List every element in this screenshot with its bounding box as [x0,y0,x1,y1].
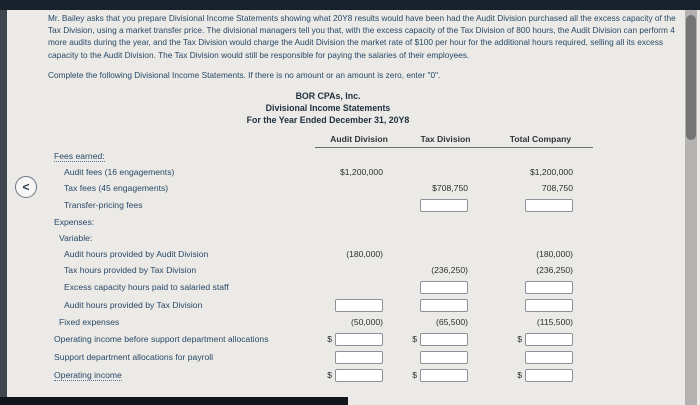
dollar-sign: $ [412,370,417,381]
table-row [48,366,593,384]
row-label: Audit hours provided by Audit Division [64,249,209,260]
dollar-sign: $ [327,334,332,345]
amount-cell [488,296,593,314]
amount-cell [488,214,593,230]
amount-cell [403,330,488,348]
amount-cell [315,164,403,180]
amount-cell [403,230,488,246]
row-label: Support department allocations for payroll [54,352,214,363]
amount-cell [403,366,488,384]
amount-cell [315,196,403,214]
scrollbar-thumb[interactable] [686,15,696,140]
amount-cell [315,330,403,348]
table-row [48,278,593,296]
table-row [48,214,593,230]
operating-income-before-audit-input[interactable] [335,333,383,346]
excess-capacity-total-input[interactable] [525,281,573,294]
problem-panel [48,12,684,384]
amount-cell [488,348,593,366]
support-allocations-audit-input[interactable] [335,351,383,364]
amount-cell [488,180,593,196]
dollar-sign: $ [517,334,522,345]
header-spacer [48,130,315,148]
amount-cell [315,278,403,296]
screen-bezel-bottom [0,397,348,405]
amount-text: (236,250) [431,265,468,276]
amount-text: (180,000) [536,249,573,260]
amount-cell [403,348,488,366]
table-row [48,348,593,366]
amount-cell [315,180,403,196]
operating-income-before-tax-input[interactable] [420,333,468,346]
row-label: Tax fees (45 engagements) [64,183,169,194]
amount-cell [488,330,593,348]
amount-cell [315,246,403,262]
amount-cell [315,148,403,164]
problem-text: Mr. Bailey asks that you prepare Divisional Income Statements showing what 20Y8 results would have been had the Audit Division purchased all the excess capacity of the Tax Division, using a market transfer price. The divisional managers tell you that, with the excess capacity of the Tax Division of 800 hours, the Audit Division can perform 4 more audits during the year, and the Tax Division would charge the Audit Division the market rate of $100 per hour for the additional hours required, selling all its excess capacity to the Audit Division. The Tax Division would still be responsible for paying the salaries of their employees. [48,13,676,60]
row-label: Audit hours provided by Tax Division [64,300,203,311]
statement-title-block [48,90,608,126]
column-header-total: Total Company [488,130,593,148]
table-row [48,246,593,262]
operating-income-audit-input[interactable] [335,369,383,382]
table-header-row [48,130,593,148]
row-label: Excess capacity hours paid to salaried staff [64,282,229,293]
amount-cell [488,196,593,214]
company-name: BOR CPAs, Inc. [295,91,361,102]
table-row [48,296,593,314]
amount-cell [403,214,488,230]
amount-text: (65,500) [435,317,468,328]
table-row [48,314,593,330]
amount-text: (115,500) [536,317,573,328]
screen-bezel-left [0,0,7,405]
amount-cell [315,214,403,230]
row-label: Expenses: [54,217,95,228]
row-label: Operating income [54,369,122,380]
table-row [48,230,593,246]
amount-cell [315,262,403,278]
dollar-sign: $ [327,370,332,381]
transfer-pricing-fees-tax-input[interactable] [420,199,468,212]
amount-text: $708,750 [432,183,468,194]
amount-cell [315,230,403,246]
amount-text: $1,200,000 [339,167,383,178]
amount-cell [488,246,593,262]
amount-text: $1,200,000 [529,167,573,178]
scrollbar-track[interactable] [685,10,697,405]
row-label: Audit fees (16 engagements) [64,167,175,178]
transfer-pricing-fees-total-input[interactable] [525,199,573,212]
amount-cell [488,230,593,246]
table-row [48,196,593,214]
operating-income-tax-input[interactable] [420,369,468,382]
table-row [48,164,593,180]
table-row [48,148,593,164]
audit-hours-by-tax-audit-input[interactable] [335,299,383,312]
operating-income-before-total-input[interactable] [525,333,573,346]
support-allocations-tax-input[interactable] [420,351,468,364]
income-statement-table [48,130,593,384]
column-header-audit: Audit Division [315,130,403,148]
row-label: Fees earned: [54,150,105,161]
amount-cell [403,164,488,180]
amount-text: (180,000) [346,249,383,260]
instruction-text: Complete the following Divisional Income Statements. If there is no amount or an amount is zero, enter "0". [48,69,441,80]
amount-cell [488,314,593,330]
amount-cell [403,196,488,214]
row-label: Operating income before support department allocations [54,334,269,345]
dollar-sign: $ [412,334,417,345]
amount-cell [403,148,488,164]
table-row [48,262,593,278]
amount-cell [403,314,488,330]
amount-cell [403,278,488,296]
amount-cell [403,262,488,278]
statement-title: Divisional Income Statements [265,103,391,114]
amount-cell [403,296,488,314]
amount-cell [488,278,593,296]
amount-cell [488,148,593,164]
amount-cell [403,246,488,262]
audit-hours-by-tax-tax-input[interactable] [420,299,468,312]
amount-cell [315,314,403,330]
column-header-tax: Tax Division [403,130,488,148]
statement-period: For the Year Ended December 31, 20Y8 [246,115,410,126]
row-label: Transfer-pricing fees [64,200,143,211]
amount-text: (236,250) [536,265,573,276]
row-label: Fixed expenses [59,317,120,328]
amount-cell [488,262,593,278]
amount-cell [315,296,403,314]
support-allocations-total-input[interactable] [525,351,573,364]
amount-text: (50,000) [350,317,383,328]
row-label: Variable: [59,233,93,244]
window-top-bar [0,0,700,10]
amount-cell [315,366,403,384]
excess-capacity-tax-input[interactable] [420,281,468,294]
row-label: Tax hours provided by Tax Division [64,265,197,276]
chevron-left-icon: < [22,180,30,194]
table-row [48,330,593,348]
audit-hours-by-tax-total-input[interactable] [525,299,573,312]
table-row [48,180,593,196]
amount-cell [488,366,593,384]
amount-text: 708,750 [541,183,573,194]
dollar-sign: $ [517,370,522,381]
previous-panel-button[interactable] [15,176,37,198]
operating-income-total-input[interactable] [525,369,573,382]
amount-cell [315,348,403,366]
amount-cell [488,164,593,180]
amount-cell [403,180,488,196]
